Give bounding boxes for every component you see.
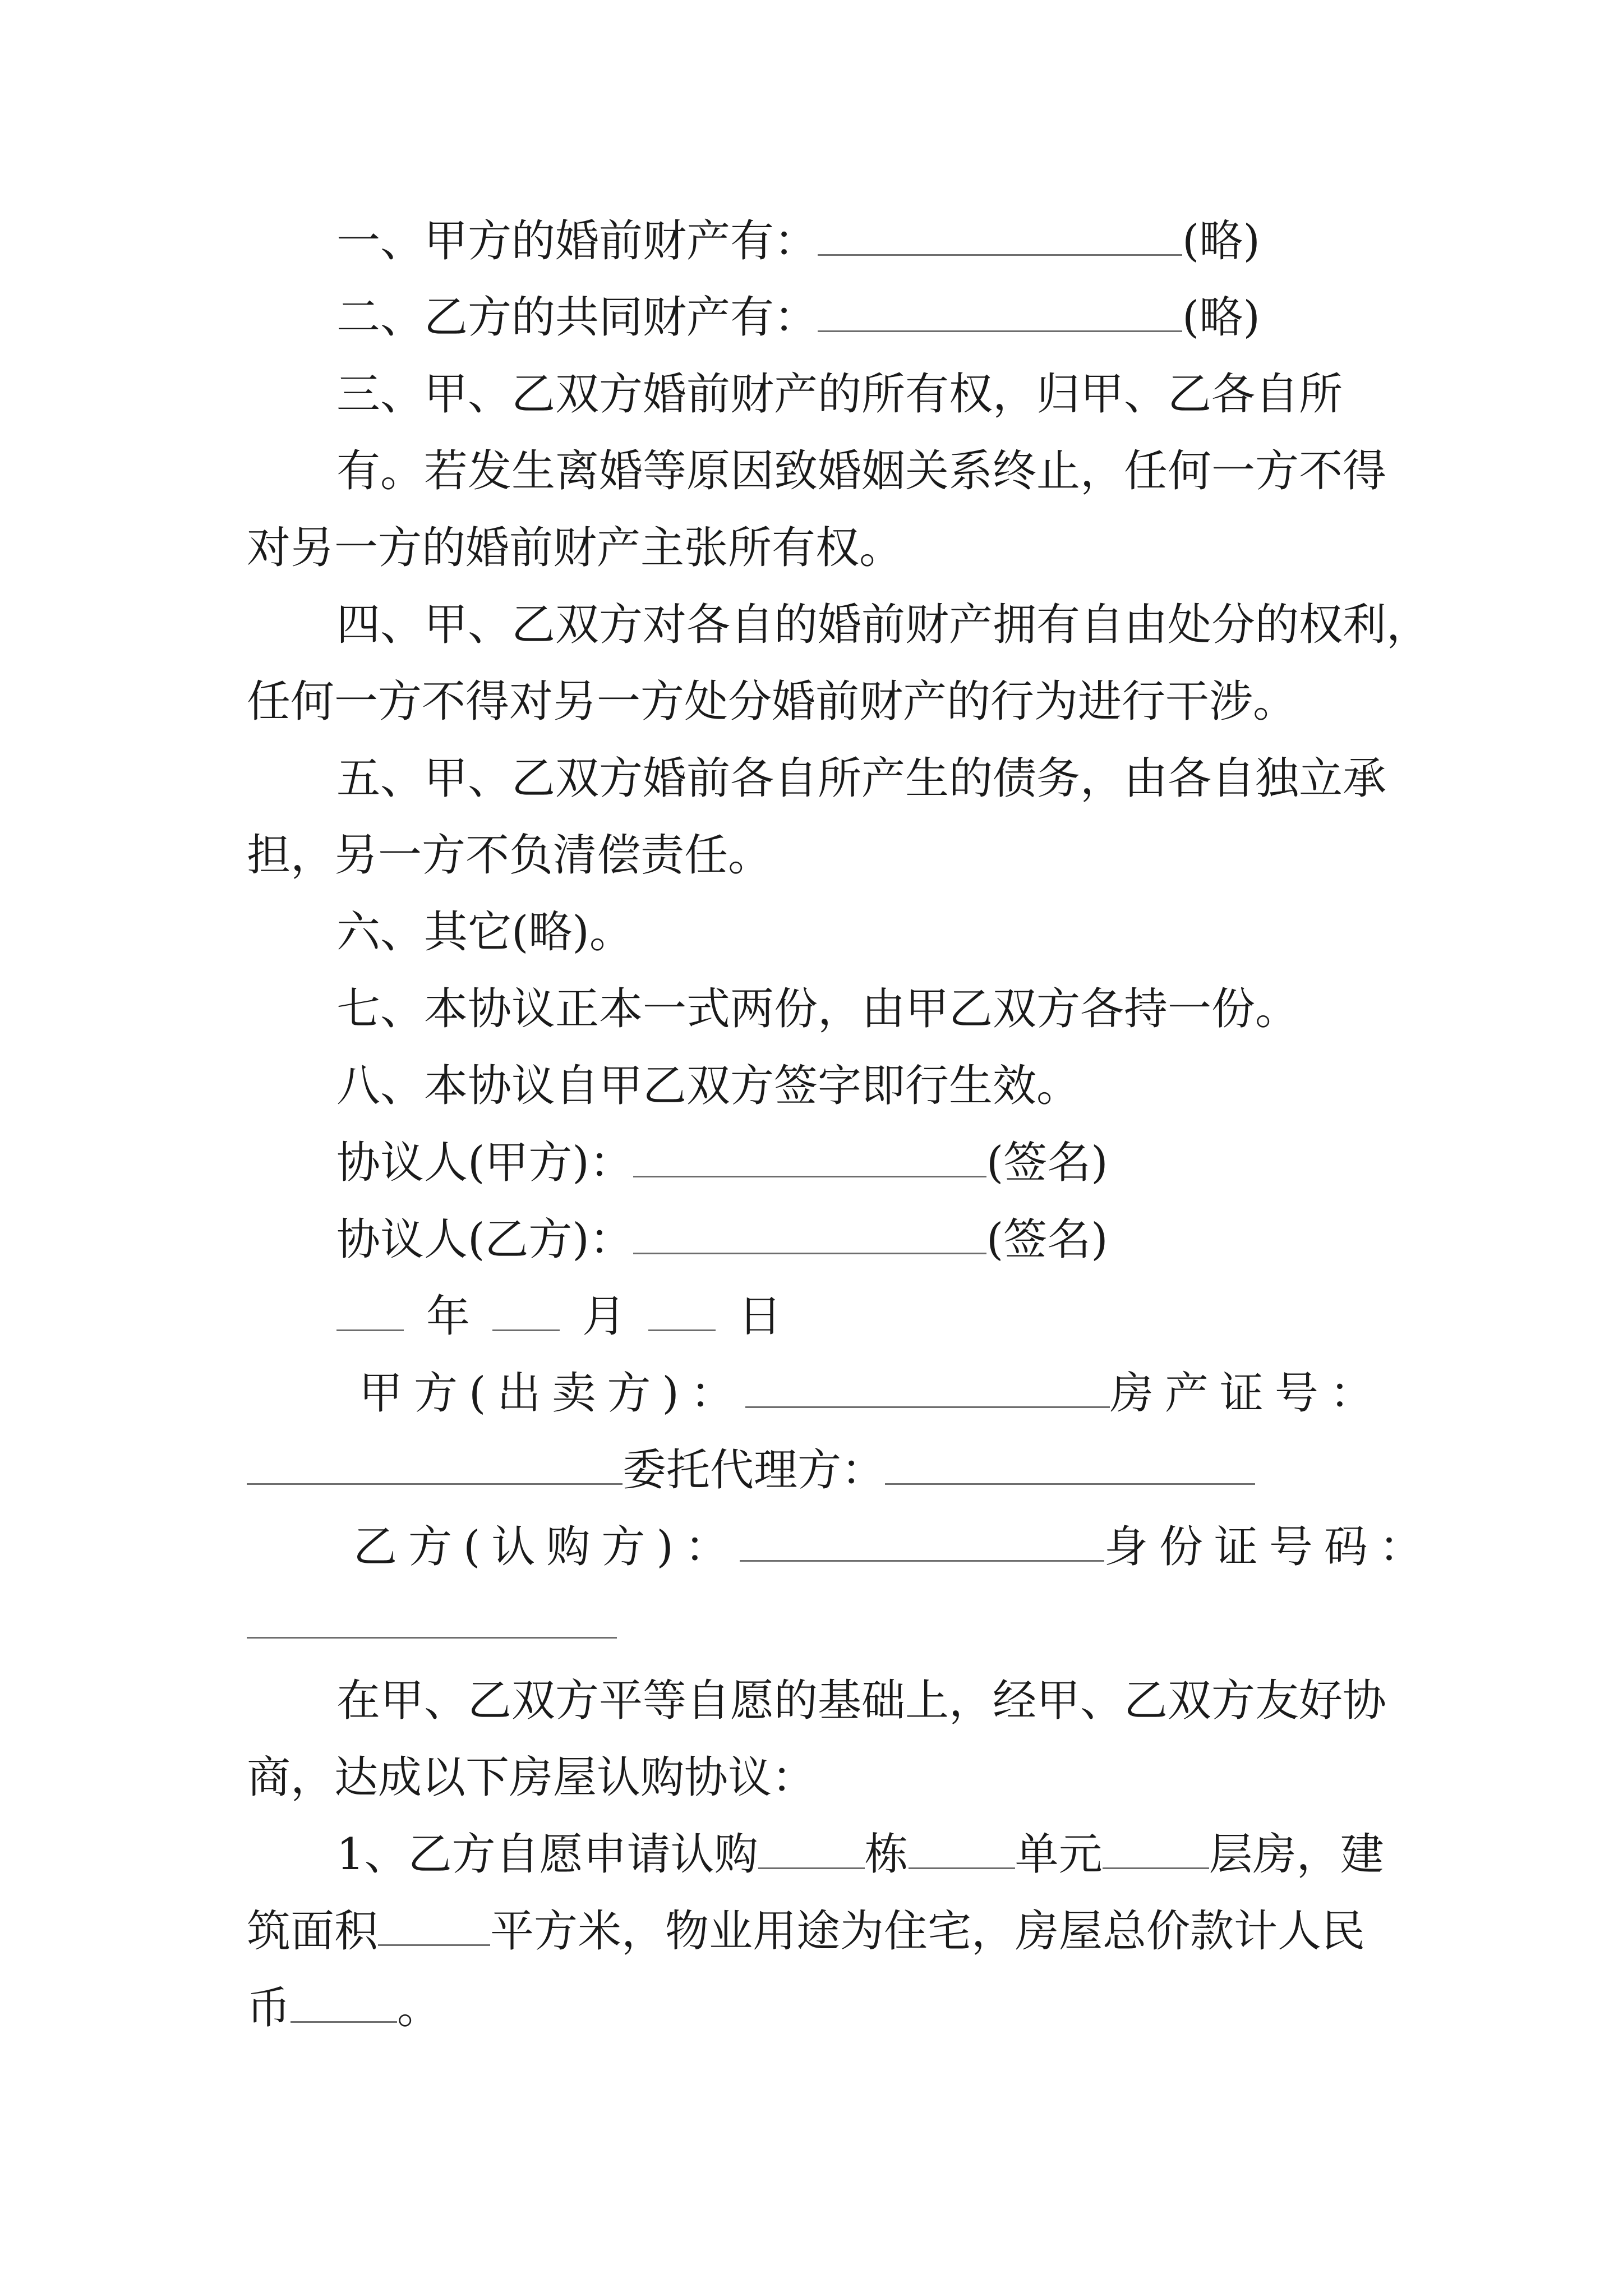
clause-3-line-2: 有。若发生离婚等原因致婚姻关系终止，任何一方不得	[336, 446, 1387, 496]
clause-2-note: (略)	[1182, 292, 1260, 343]
term-1-text-h: 。	[397, 1983, 441, 2033]
price-blank[interactable]	[291, 1981, 397, 2023]
day-blank[interactable]	[648, 1289, 716, 1331]
clause-4-line-1: 四、甲、乙双方对各自的婚前财产拥有自由处分的权利，	[336, 600, 1431, 650]
day-label: 日	[738, 1291, 782, 1342]
signatory-a-blank[interactable]	[633, 1135, 986, 1177]
area-blank[interactable]	[378, 1904, 490, 1946]
clause-3-line-3: 对另一方的婚前财产主张所有权。	[247, 523, 903, 573]
clause-2-line	[336, 278, 1260, 357]
signatory-a-label: 协议人(甲方)：	[336, 1138, 633, 1188]
clause-1-blank[interactable]	[818, 214, 1182, 256]
term-1-text-e: 筑面积	[247, 1906, 379, 1957]
clause-1-label: 一、甲方的婚前财产有：	[336, 216, 818, 266]
preamble-line-1: 在甲、乙双方平等自愿的基础上，经甲、乙双方友好协	[336, 1676, 1387, 1726]
agent-blank[interactable]	[885, 1443, 1255, 1485]
property-cert-blank[interactable]	[247, 1443, 623, 1485]
signatory-a-line	[336, 1124, 1108, 1202]
term-1-line-1	[336, 1815, 1384, 1894]
term-1-text-d: 层房，建	[1209, 1829, 1384, 1880]
signatory-b-line	[336, 1200, 1108, 1279]
date-line	[336, 1277, 782, 1356]
term-1-text-f: 平方米，物业用途为住宅，房屋总价款计人民	[490, 1906, 1366, 1957]
seller-blank[interactable]	[745, 1366, 1110, 1408]
unit-blank[interactable]	[909, 1827, 1015, 1869]
month-blank[interactable]	[492, 1289, 560, 1331]
signatory-b-note: (签名)	[986, 1214, 1108, 1265]
signatory-b-label: 协议人(乙方)：	[336, 1214, 633, 1265]
buyer-line	[353, 1508, 1434, 1586]
clause-7-line: 七、本协议正本一式两份，由甲乙双方各持一份。	[336, 984, 1299, 1034]
term-1-text-a: 1、乙方自愿申请认购	[336, 1829, 758, 1880]
buyer-label: 乙方(认购方)：	[353, 1522, 740, 1572]
term-1-line-3	[247, 1969, 441, 2047]
clause-4-line-2: 任何一方不得对另一方处分婚前财产的行为进行干涉。	[247, 677, 1297, 727]
clause-1-line	[336, 202, 1260, 280]
agent-line	[247, 1431, 1255, 1510]
clause-2-blank[interactable]	[818, 290, 1182, 332]
property-cert-label: 房产证号：	[1109, 1368, 1385, 1419]
clause-2-label: 二、乙方的共同财产有：	[336, 292, 818, 343]
signatory-b-blank[interactable]	[633, 1212, 986, 1254]
signatory-a-note: (签名)	[986, 1138, 1108, 1188]
clause-5-line-2: 担，另一方不负清偿责任。	[247, 830, 772, 881]
id-number-line	[247, 1585, 617, 1663]
term-1-text-b: 栋	[864, 1829, 909, 1880]
clause-5-line-1: 五、甲、乙双方婚前各自所产生的债务，由各自独立承	[336, 753, 1387, 804]
id-number-blank[interactable]	[247, 1596, 617, 1639]
buyer-blank[interactable]	[740, 1520, 1104, 1562]
id-number-label: 身份证号码：	[1104, 1522, 1434, 1572]
term-1-text-g: 币	[247, 1983, 291, 2033]
clause-8-line: 八、本协议自甲乙双方签字即行生效。	[336, 1061, 1081, 1111]
clause-3-line-1: 三、甲、乙双方婚前财产的所有权，归甲、乙各自所	[336, 369, 1343, 420]
agent-label: 委托代理方：	[623, 1445, 886, 1496]
seller-line	[359, 1354, 1385, 1433]
clause-6-line: 六、其它(略)。	[336, 907, 633, 958]
building-blank[interactable]	[758, 1827, 865, 1869]
floor-blank[interactable]	[1103, 1827, 1209, 1869]
year-blank[interactable]	[336, 1289, 404, 1331]
month-label: 月	[582, 1291, 626, 1342]
term-1-line-2	[247, 1892, 1365, 1971]
preamble-line-2: 商，达成以下房屋认购协议：	[247, 1752, 816, 1803]
seller-label: 甲方(出卖方)：	[359, 1368, 745, 1419]
term-1-text-c: 单元	[1015, 1829, 1103, 1880]
year-label: 年	[426, 1291, 471, 1342]
clause-1-note: (略)	[1182, 216, 1260, 266]
